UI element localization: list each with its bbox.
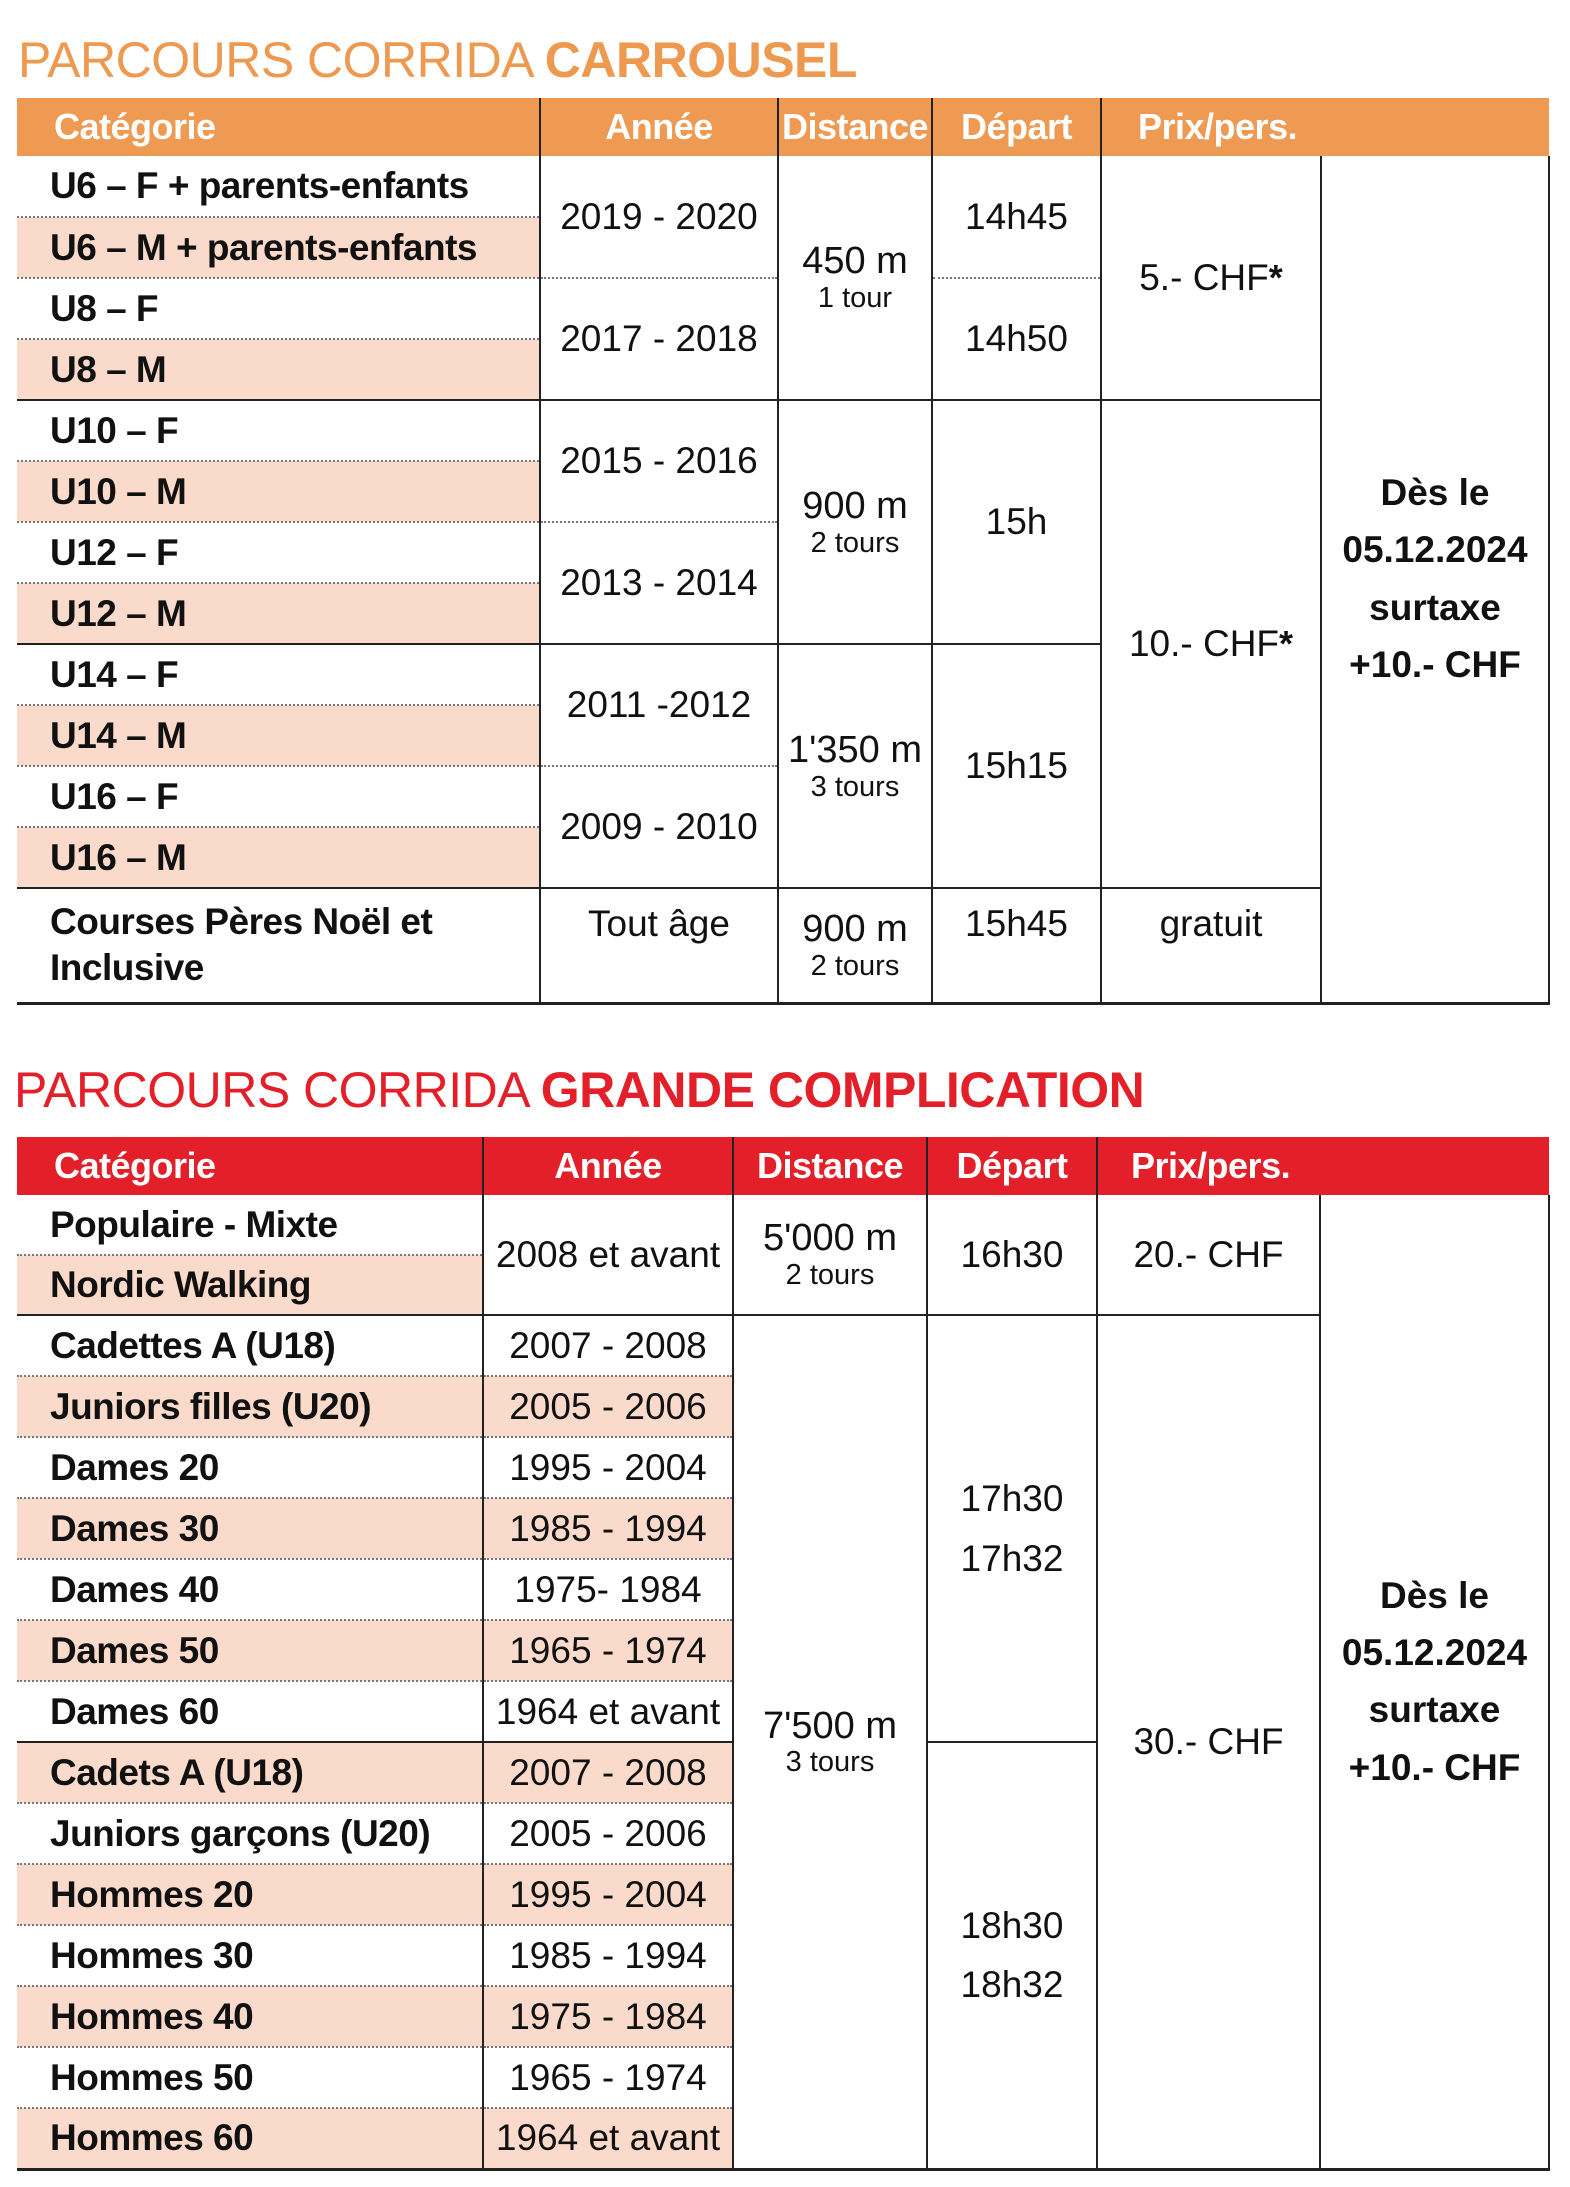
category-cell: U10 – M [17,461,540,522]
surtaxe-cell: Dès le 05.12.2024 surtaxe +10.- CHF [1321,156,1549,1003]
year-cell: 1995 - 2004 [483,1864,733,1925]
category-cell: Dames 20 [17,1437,483,1498]
surtaxe-cell: Dès le 05.12.2024 surtaxe +10.- CHF [1320,1195,1549,2169]
header-prix: Prix/pers. [1097,1137,1549,1195]
header-annee: Année [483,1137,733,1195]
header-categorie: Catégorie [17,1137,483,1195]
depart-cell: 16h30 [927,1195,1097,1315]
year-cell: 2005 - 2006 [483,1803,733,1864]
category-cell: U8 – M [17,339,540,400]
header-depart: Départ [932,98,1101,156]
year-cell: 1975- 1984 [483,1559,733,1620]
year-cell: 2017 - 2018 [540,278,778,400]
price-cell: 10.- CHF* [1101,400,1321,888]
category-cell: Hommes 30 [17,1925,483,1986]
year-cell: 2007 - 2008 [483,1315,733,1376]
depart-cell: 14h50 [932,278,1101,400]
distance-cell: 450 m 1 tour [778,156,932,400]
category-cell: Dames 30 [17,1498,483,1559]
depart-cell: 18h30 18h32 [927,1742,1097,2169]
category-cell: Hommes 40 [17,1986,483,2047]
category-cell: U12 – F [17,522,540,583]
table-row [17,400,1549,461]
year-cell: 2005 - 2006 [483,1376,733,1437]
year-cell: 2009 - 2010 [540,766,778,888]
category-cell: Cadettes A (U18) [17,1315,483,1376]
header-depart: Départ [927,1137,1097,1195]
category-cell: Cadets A (U18) [17,1742,483,1803]
depart-cell: 17h30 17h32 [927,1315,1097,1742]
category-cell: Hommes 50 [17,2047,483,2108]
year-cell: 2015 - 2016 [540,400,778,522]
header-distance: Distance [733,1137,927,1195]
header-prix: Prix/pers. [1101,98,1549,156]
distance-cell: 900 m 2 tours [778,400,932,644]
category-cell: Dames 50 [17,1620,483,1681]
year-cell: 1965 - 1974 [483,1620,733,1681]
category-cell: Dames 40 [17,1559,483,1620]
category-cell: U10 – F [17,400,540,461]
table-row [17,1315,1549,1376]
category-cell: U12 – M [17,583,540,644]
table-row [17,1195,1549,1255]
header-categorie: Catégorie [17,98,540,156]
year-cell: 2007 - 2008 [483,1742,733,1803]
category-cell: U14 – M [17,705,540,766]
table-row [17,156,1549,217]
year-cell: 1995 - 2004 [483,1437,733,1498]
year-cell: 1985 - 1994 [483,1925,733,1986]
grande-complication-table [17,1137,1550,2171]
category-cell: Populaire - Mixte [17,1195,483,1255]
grande-complication-title: PARCOURS CORRIDA GRANDE COMPLICATION [14,1062,1145,1118]
grande-header-row [17,1137,1549,1195]
category-cell: U6 – M + parents-enfants [17,217,540,278]
category-cell: Juniors garçons (U20) [17,1803,483,1864]
carrousel-header-row [17,98,1549,156]
distance-cell: 1'350 m 3 tours [778,644,932,888]
year-cell: 2013 - 2014 [540,522,778,644]
year-cell: 1964 et avant [483,1681,733,1742]
depart-cell: 15h [932,400,1101,644]
category-cell: U14 – F [17,644,540,705]
category-cell: U8 – F [17,278,540,339]
depart-cell: 14h45 [932,156,1101,278]
header-distance: Distance [778,98,932,156]
distance-cell: 900 m 2 tours [778,888,932,1003]
table-row [17,888,1549,1003]
category-cell: Nordic Walking [17,1255,483,1315]
depart-cell: 15h45 [932,888,1101,1003]
distance-cell: 5'000 m 2 tours [733,1195,927,1315]
category-cell: Dames 60 [50,1690,219,1732]
category-cell: U16 – M [17,827,540,888]
year-cell: 2008 et avant [483,1195,733,1315]
year-cell: 1985 - 1994 [483,1498,733,1559]
year-cell: 1975 - 1984 [483,1986,733,2047]
category-cell: U16 – F [17,766,540,827]
price-cell: 20.- CHF [1097,1195,1320,1315]
distance-cell: 7'500 m 3 tours [733,1315,927,2169]
header-annee: Année [540,98,778,156]
year-cell: Tout âge [540,888,778,1003]
price-cell: 30.- CHF [1097,1315,1320,2169]
category-cell: U6 – F + parents-enfants [17,156,540,217]
year-cell: 2011 -2012 [540,644,778,766]
category-cell: Hommes 20 [17,1864,483,1925]
year-cell: 1964 et avant [483,2108,733,2169]
carrousel-table [17,98,1550,1005]
depart-cell: 15h15 [932,644,1101,888]
category-cell: Hommes 60 [17,2108,483,2169]
price-cell: 5.- CHF* [1101,156,1321,400]
category-cell: Juniors filles (U20) [17,1376,483,1437]
price-cell: gratuit [1101,888,1321,1003]
year-cell: 1965 - 1974 [483,2047,733,2108]
year-cell: 2019 - 2020 [540,156,778,278]
category-cell: Courses Pères Noël et Inclusive [17,888,540,1003]
carrousel-title: PARCOURS CORRIDA CARROUSEL [18,32,857,88]
